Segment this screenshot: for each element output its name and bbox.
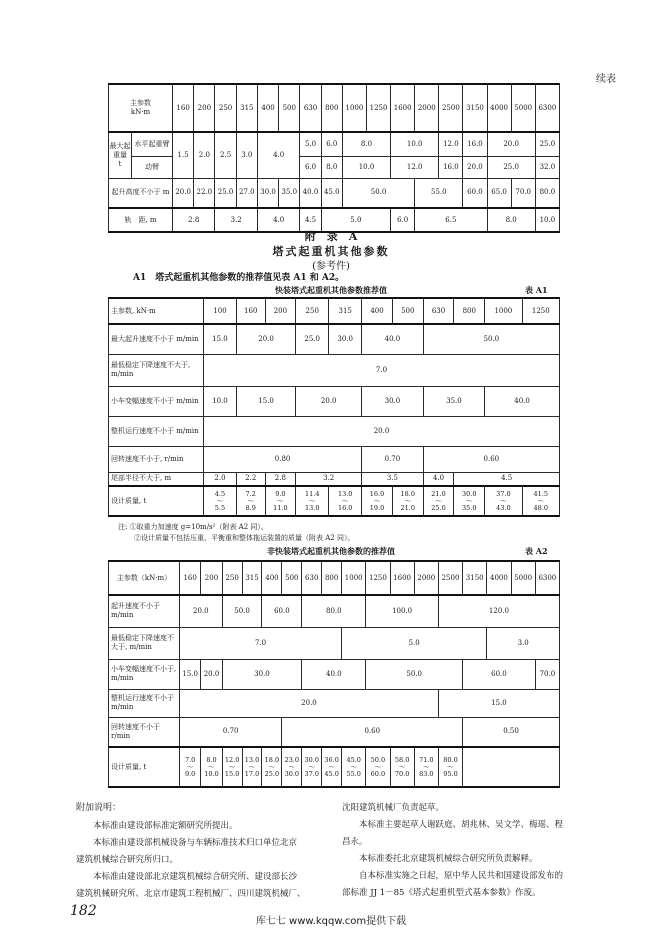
footer-left-column — [76, 818, 332, 903]
cell: 20.0 — [296, 386, 362, 416]
mass-cell: 13.0 ～ 16.0 — [329, 486, 362, 516]
cell: 40.0 — [362, 324, 424, 354]
cell: 7.0 — [180, 627, 342, 659]
col-head: 315 — [236, 84, 257, 132]
cell: 20.0 — [463, 156, 487, 178]
cell: 8.0 — [321, 156, 342, 178]
footer-line: 昌永。 — [342, 837, 368, 847]
cell: 4.5 — [454, 472, 560, 486]
cell: 6.5 — [415, 208, 487, 232]
cell: 50.0 — [342, 178, 414, 208]
cell: 10.0 — [391, 132, 439, 156]
col-head: 800 — [322, 561, 342, 595]
col-head: 4000 — [487, 561, 511, 595]
table-a2-tag: 表 A2 — [525, 546, 548, 556]
mass-cell: 23.0 ～ 30.0 — [282, 747, 302, 787]
cell: 80.0 — [535, 178, 559, 208]
mass-cell: 71.0 ～ 83.0 — [414, 747, 438, 787]
cell: 5.0 — [300, 132, 321, 156]
col-head: 400 — [262, 561, 282, 595]
col-head: 400 — [257, 84, 278, 132]
footer-line: 本标准委托北京建筑机械综合研究所负责解释。 — [342, 854, 538, 864]
cell: 80.0 — [302, 595, 366, 627]
cell: 5.0 — [342, 627, 487, 659]
footer-line: 本标准由建设部机械设备与车辆标准技术归口单位北京 — [76, 838, 298, 848]
cell: 70.0 — [535, 659, 559, 689]
mass-cell: 58.0 ～ 70.0 — [390, 747, 414, 787]
col-head: 100 — [204, 298, 237, 324]
row-label: 小车变幅速度不小于 m/min — [109, 386, 204, 416]
col-head: 3150 — [463, 84, 487, 132]
col-head: 5000 — [511, 84, 535, 132]
cell: 8.0 — [487, 208, 535, 232]
footer-line: 本标准由建设部标准定额研究所提出。 — [76, 821, 238, 831]
additional-notes-heading: 附加说明： — [76, 803, 122, 813]
appendix-ref: (参考件) — [312, 261, 350, 272]
cell: 25.0 — [215, 178, 236, 208]
col-head: 250 — [296, 298, 329, 324]
height-label: 起升高度不小于 m — [109, 178, 173, 208]
cell: 8.0 — [342, 132, 390, 156]
cell: 2.8 — [265, 472, 296, 486]
cell: 1.5 — [173, 132, 194, 178]
col-head: 1250 — [366, 84, 390, 132]
cell: 50.0 — [366, 659, 463, 689]
cell: 20.0 — [180, 689, 439, 717]
cell: 30.0 — [362, 386, 424, 416]
a2-param-header: 主参数（kN·m） — [109, 561, 180, 595]
footer-line: 自本标准实施之日起，原中华人民共和国建设部发布的 — [342, 871, 564, 881]
mass-cell: 9.0 ～ 11.0 — [265, 486, 296, 516]
cell: 12.0 — [439, 132, 463, 156]
table-a1-note1: 注: ①取重力加速度 g=10m/s²（附表 A2 同）。 — [118, 523, 268, 531]
cell: 0.70 — [362, 446, 424, 472]
cell: 5.0 — [321, 208, 390, 232]
cell: 2.2 — [236, 472, 265, 486]
cell: 2.8 — [173, 208, 215, 232]
col-head: 315 — [329, 298, 362, 324]
cell: 20.0 — [173, 178, 194, 208]
cell: 16.0 — [439, 156, 463, 178]
mass-cell: 16.0 ～ 19.0 — [362, 486, 393, 516]
watermark-text: 库七七 www.kqqw.com提供下载 — [255, 916, 407, 927]
mass-cell: 7.2 ～ 8.9 — [236, 486, 265, 516]
col-head: 250 — [215, 84, 236, 132]
row-label: 尾部半径不大于, m — [109, 472, 204, 486]
col-head: 630 — [302, 561, 322, 595]
col-head: 2500 — [438, 561, 462, 595]
mass-cell-empty — [463, 747, 560, 787]
col-head: 2000 — [414, 561, 438, 595]
footer-line: 本标准主要起草人谢跃庭、胡兆林、吴文学、梅瑶、程 — [342, 820, 564, 830]
col-head: 2000 — [415, 84, 439, 132]
col-head: 3150 — [463, 561, 487, 595]
mass-cell: 21.0 ～ 25.0 — [423, 486, 454, 516]
cell: 6.0 — [300, 156, 321, 178]
mass-cell: 11.4 ～ 13.0 — [296, 486, 329, 516]
footer-line: 部标准 JJ 1－85《塔式起重机型式基本参数》作废。 — [342, 888, 541, 898]
cell: 3.0 — [487, 627, 560, 659]
cell: 3.2 — [296, 472, 362, 486]
col-head: 1250 — [522, 298, 559, 324]
col-head: 1250 — [366, 561, 390, 595]
table-a1 — [108, 297, 560, 517]
max-weight-label: 最大起 重量 t — [109, 132, 132, 178]
a1-param-header: 主参数, kN·m — [109, 298, 204, 324]
col-head: 200 — [194, 84, 215, 132]
cell: 0.70 — [180, 717, 282, 747]
col-head: 1000 — [342, 561, 366, 595]
cell: 60.0 — [262, 595, 302, 627]
col-head: 2500 — [439, 84, 463, 132]
col-head: 800 — [321, 84, 342, 132]
cell: 25.0 — [487, 156, 535, 178]
cell: 15.0 — [204, 324, 237, 354]
cell: 30.0 — [257, 178, 278, 208]
col-head: 200 — [265, 298, 296, 324]
mass-cell: 45.0 ～ 55.0 — [342, 747, 366, 787]
col-head: 160 — [236, 298, 265, 324]
cell: 2.5 — [215, 132, 236, 178]
top-param-header: 主参数 kN·m — [109, 84, 173, 132]
cell: 6.0 — [391, 208, 415, 232]
row-label: 起升速度不小于 m/min — [109, 595, 180, 627]
cell: 30.0 — [329, 324, 362, 354]
table-a1-caption: 快装塔式起重机其他参数推荐值 — [275, 285, 387, 295]
mass-cell: 37.0 ～ 43.0 — [485, 486, 522, 516]
cell: 10.0 — [204, 386, 237, 416]
cell: 3.5 — [362, 472, 424, 486]
mass-cell: 18.0 ～ 21.0 — [392, 486, 423, 516]
cell: 4.0 — [257, 132, 299, 178]
cell: 20.0 — [201, 659, 222, 689]
cell: 40.0 — [302, 659, 366, 689]
cell: 3.2 — [215, 208, 257, 232]
table-a1-note2: ②设计质量不包括压重、平衡重和整体拖运装置的质量（附表 A2 同）。 — [134, 534, 355, 542]
cell: 50.0 — [423, 324, 559, 354]
row-label: 设计质量, t — [109, 486, 204, 516]
row-label: 回转速度不小于, r/min — [109, 446, 204, 472]
cell: 100.0 — [366, 595, 439, 627]
cell: 20.0 — [236, 324, 295, 354]
col-head: 200 — [201, 561, 222, 595]
cell: 4.0 — [257, 208, 299, 232]
mass-cell: 8.0 ～ 10.0 — [201, 747, 222, 787]
continued-label: 续表 — [596, 74, 616, 85]
appendix-subtitle: 塔式起重机其他参数 — [272, 245, 390, 258]
cell: 12.0 — [391, 156, 439, 178]
col-head: 400 — [362, 298, 393, 324]
col-head: 1600 — [391, 84, 415, 132]
cell: 4.0 — [423, 472, 454, 486]
col-head: 160 — [180, 561, 201, 595]
cell: 35.0 — [423, 386, 485, 416]
cell: 32.0 — [535, 156, 559, 178]
mass-cell: 30.0 ～ 37.0 — [302, 747, 322, 787]
col-head: 160 — [173, 84, 194, 132]
cell: 50.0 — [222, 595, 262, 627]
appendix-title: 附 录 A — [304, 230, 358, 243]
col-head: 6300 — [535, 84, 559, 132]
cell: 27.0 — [236, 178, 257, 208]
mass-cell: 30.0 ～ 35.0 — [454, 486, 485, 516]
footer-line: 建筑机械综合研究所归口。 — [76, 855, 179, 865]
cell: 0.60 — [282, 717, 463, 747]
cell: 20.0 — [487, 132, 535, 156]
cell: 7.0 — [204, 354, 560, 386]
mass-cell: 36.0 ～ 45.0 — [322, 747, 342, 787]
track-label: 轨 距, m — [109, 208, 173, 232]
cell: 30.0 — [222, 659, 302, 689]
col-head: 250 — [222, 561, 242, 595]
col-head: 1000 — [342, 84, 366, 132]
cell: 40.0 — [300, 178, 321, 208]
cell: 10.0 — [535, 208, 559, 232]
table-a2-caption: 非快装塔式起重机其他参数的推荐值 — [267, 546, 395, 556]
cell: 2.0 — [194, 132, 215, 178]
row-label: 整机运行速度不小于 m/min — [109, 689, 180, 717]
cell: 20.0 — [180, 595, 223, 627]
col-head: 500 — [392, 298, 423, 324]
cell: 60.0 — [463, 659, 536, 689]
row-label: 小车变幅速度不小于, m/min — [109, 659, 180, 689]
mass-cell: 12.0 ～ 15.0 — [222, 747, 242, 787]
col-head: 1600 — [390, 561, 414, 595]
row-label: 设计质量, t — [109, 747, 180, 787]
lift-label: 动臂 — [132, 156, 173, 178]
col-head: 800 — [454, 298, 485, 324]
footer-line: 建筑机械研究所、北京市建筑工程机械厂、四川建筑机械厂、 — [76, 889, 306, 899]
mass-cell: 80.0 ～ 95.0 — [438, 747, 462, 787]
cell: 55.0 — [415, 178, 463, 208]
footer-right-column — [342, 800, 600, 902]
table-a2 — [108, 560, 560, 788]
col-head: 630 — [423, 298, 454, 324]
cell: 2.0 — [204, 472, 237, 486]
col-head: 6300 — [535, 561, 559, 595]
cell: 40.0 — [485, 386, 560, 416]
col-head: 500 — [282, 561, 302, 595]
mass-cell: 18.0 ～ 25.0 — [262, 747, 282, 787]
cell: 25.0 — [296, 324, 329, 354]
cell: 65.0 — [487, 178, 511, 208]
top-table — [108, 83, 560, 233]
col-head: 5000 — [511, 561, 535, 595]
row-label: 最低稳定下降速度不大于, m/min — [109, 354, 204, 386]
table-a1-tag: 表 A1 — [525, 285, 548, 295]
cell: 0.50 — [463, 717, 560, 747]
cell: 15.0 — [438, 689, 559, 717]
page-number: 182 — [70, 903, 97, 919]
cell: 16.0 — [463, 132, 487, 156]
cell: 10.0 — [342, 156, 390, 178]
cell: 6.0 — [321, 132, 342, 156]
cell: 45.0 — [321, 178, 342, 208]
cell: 25.0 — [535, 132, 559, 156]
cell: 15.0 — [180, 659, 201, 689]
cell: 60.0 — [463, 178, 487, 208]
mass-cell: 4.5 ～ 5.5 — [204, 486, 237, 516]
cell: 22.0 — [194, 178, 215, 208]
cell: 20.0 — [204, 416, 560, 446]
cell: 4.5 — [300, 208, 321, 232]
cell: 0.80 — [204, 446, 362, 472]
mass-cell: 41.5 ～ 48.0 — [522, 486, 559, 516]
col-head: 500 — [279, 84, 300, 132]
cell: 3.0 — [236, 132, 257, 178]
col-head: 4000 — [487, 84, 511, 132]
cell: 0.60 — [423, 446, 559, 472]
cell: 70.0 — [511, 178, 535, 208]
mass-cell: 13.0 ～ 17.0 — [242, 747, 262, 787]
mass-cell: 50.0 ～ 60.0 — [366, 747, 390, 787]
col-head: 630 — [300, 84, 321, 132]
row-label: 回转速度不小于 r/min — [109, 717, 180, 747]
footer-line: 本标准由建设部北京建筑机械综合研究所、建设部长沙 — [76, 872, 298, 882]
appendix-intro: A1 塔式起重机其他参数的推荐值见表 A1 和 A2。 — [133, 273, 345, 283]
col-head: 315 — [242, 561, 262, 595]
col-head: 1000 — [485, 298, 522, 324]
row-label: 整机运行速度不小于 m/min — [109, 416, 204, 446]
cell: 15.0 — [236, 386, 295, 416]
cell: 35.0 — [279, 178, 300, 208]
footer-line: 沈阳建筑机械厂负责起草。 — [342, 803, 445, 813]
row-label: 最低稳定下降速度不大于, m/min — [109, 627, 180, 659]
horiz-label: 水平起重臂 — [132, 132, 173, 156]
cell: 120.0 — [438, 595, 559, 627]
row-label: 最大起升速度不小于 m/min — [109, 324, 204, 354]
mass-cell: 7.0 ～ 9.0 — [180, 747, 201, 787]
